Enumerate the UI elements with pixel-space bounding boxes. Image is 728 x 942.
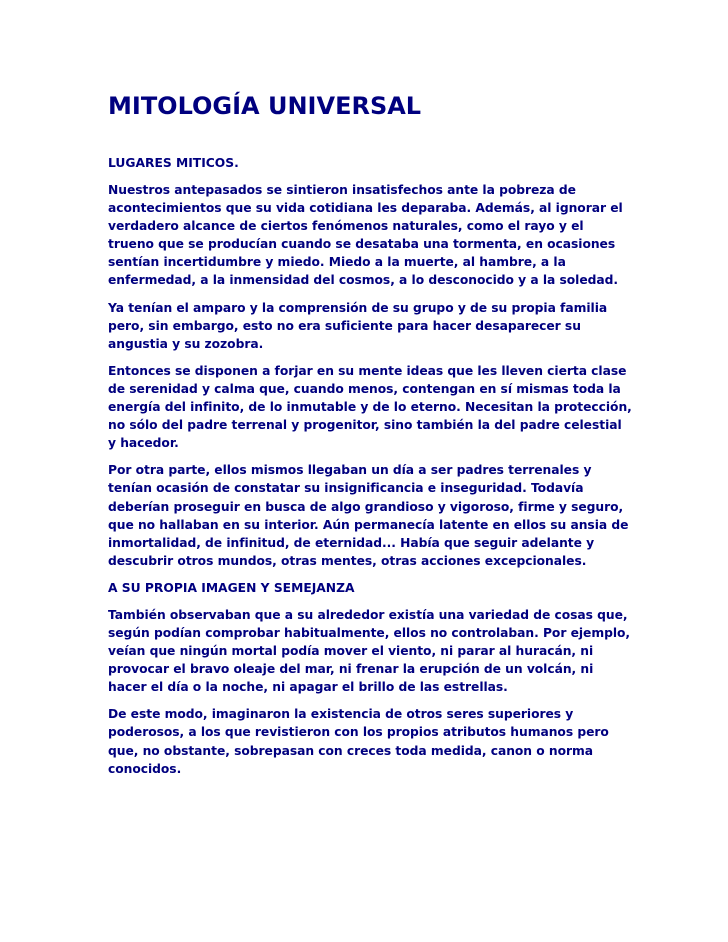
section-heading-lugares-miticos: LUGARES MITICOS.: [108, 156, 239, 170]
document-title: MITOLOGÍA UNIVERSAL: [108, 92, 422, 120]
section-heading-imagen-semejanza: A SU PROPIA IMAGEN Y SEMEJANZA: [108, 580, 355, 595]
document-page: [108, 88, 632, 787]
paragraph: Por otra parte, ellos mismos llegaban un día a ser padres terrenales y tenían ocasión de constatar su insignificancia e inseguridad. Todavía deberían proseguir en busca de algo grandioso y vigoroso, firme y seguro, que no hallaban en su interior. Aún permanecía latente en ellos su ansia de inmortalidad, de infinitud, de eternidad... Había que seguir adelante y descubrir otros mundos, otras mentes, otras acciones excepcionales.: [108, 463, 629, 568]
paragraph: Nuestros antepasados se sintieron insatisfechos ante la pobreza de acontecimientos que su vida cotidiana les deparaba. Además, al ignorar el verdadero alcance de ciertos fenómenos naturales, como el rayo y el trueno que se producían cuando se desataba una tormenta, en ocasiones sentían incertidumbre y miedo. Miedo a la muerte, al hambre, a la enfermedad, a la inmensidad del cosmos, a lo desconocido y a la soledad.: [108, 183, 623, 288]
paragraph: Entonces se disponen a forjar en su mente ideas que les lleven cierta clase de serenidad y calma que, cuando menos, contengan en sí mismas toda la energía del infinito, de lo inmutable y de lo eterno. Necesitan la protección, no sólo del padre terrenal y progenitor, sino también la del padre celestial y hacedor.: [108, 363, 632, 451]
paragraph: De este modo, imaginaron la existencia de otros seres superiores y poderosos, a los que revistieron con los propios atributos humanos pero que, no obstante, sobrepasan con creces toda medida, canon o norma conocidos.: [108, 707, 609, 776]
paragraph: Ya tenían el amparo y la comprensión de su grupo y de su propia familia pero, sin embargo, esto no era suficiente para hacer desaparecer su angustia y su zozobra.: [108, 300, 608, 351]
paragraph: También observaban que a su alrededor existía una variedad de cosas que, según podían comprobar habitualmente, ellos no controlaban. Por ejemplo, veían que ningún mortal podía mover el viento, ni parar al huracán, ni provocar el bravo oleaje del mar, ni frenar la erupción de un volcán, ni hacer el día o la noche, ni apagar el brillo de las estrellas.: [108, 607, 631, 695]
